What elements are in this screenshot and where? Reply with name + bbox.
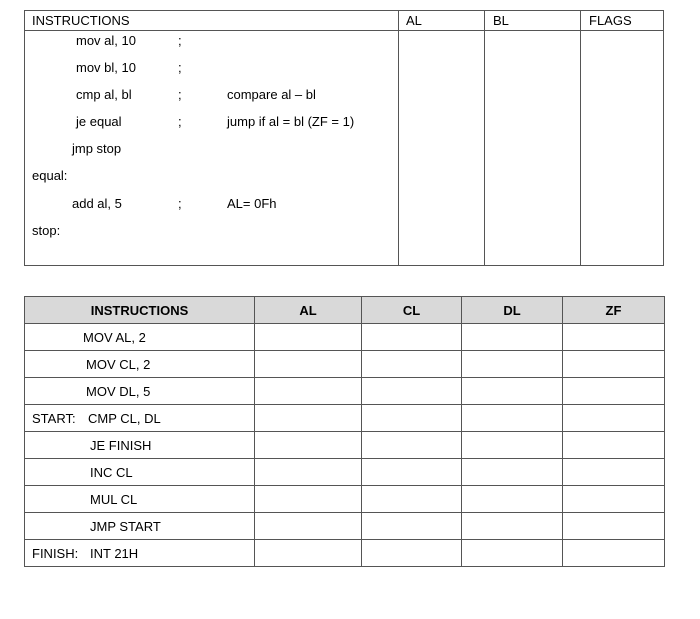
table1-divider-bl <box>484 11 485 265</box>
al-cell <box>255 324 362 351</box>
code-line: MUL CL <box>90 492 138 507</box>
table2-header-cl: CL <box>362 297 462 324</box>
comment-separator: ; <box>178 33 182 48</box>
dl-cell <box>462 378 563 405</box>
code-line: mov al, 10 <box>76 33 136 48</box>
table-row <box>25 459 665 486</box>
cl-cell <box>362 459 462 486</box>
code-line: INT 21H <box>90 546 139 561</box>
instruction-cell <box>25 405 255 432</box>
table1-divider-flags <box>580 11 581 265</box>
table-row <box>25 351 665 378</box>
cl-cell <box>362 540 462 567</box>
code-label: FINISH: <box>32 546 79 561</box>
comment-separator: ; <box>178 196 182 211</box>
code-comment: jump if al = bl (ZF = 1) <box>227 114 355 129</box>
zf-cell <box>563 432 665 459</box>
dl-cell <box>462 459 563 486</box>
table1-header-flags: FLAGS <box>589 13 632 28</box>
instruction-cell <box>25 486 255 513</box>
zf-cell <box>563 459 665 486</box>
table1-header-al: AL <box>406 13 422 28</box>
al-cell <box>255 432 362 459</box>
table2-header-instructions: INSTRUCTIONS <box>25 297 255 324</box>
zf-cell <box>563 486 665 513</box>
table2-header-row <box>25 297 665 324</box>
dl-cell <box>462 351 563 378</box>
code-comment: compare al – bl <box>227 87 316 102</box>
code-line: JMP START <box>90 519 161 534</box>
code-comment: AL= 0Fh <box>227 196 277 211</box>
instructions-table-1 <box>24 10 664 266</box>
dl-cell <box>462 540 563 567</box>
comment-separator: ; <box>178 87 182 102</box>
instruction-cell <box>25 378 255 405</box>
table-row <box>25 405 665 432</box>
table1-divider-al <box>398 11 399 265</box>
cl-cell <box>362 351 462 378</box>
table2-header-zf: ZF <box>563 297 665 324</box>
al-cell <box>255 486 362 513</box>
code-line: CMP CL, DL <box>88 411 161 426</box>
code-line: MOV AL, 2 <box>83 330 146 345</box>
al-cell <box>255 540 362 567</box>
dl-cell <box>462 486 563 513</box>
table-row <box>25 486 665 513</box>
table2-header-dl: DL <box>462 297 563 324</box>
code-line: add al, 5 <box>72 196 122 211</box>
instruction-cell <box>25 432 255 459</box>
dl-cell <box>462 513 563 540</box>
dl-cell <box>462 432 563 459</box>
zf-cell <box>563 378 665 405</box>
cl-cell <box>362 432 462 459</box>
table-row <box>25 324 665 351</box>
instruction-cell <box>25 351 255 378</box>
table2-header-al: AL <box>255 297 362 324</box>
al-cell <box>255 351 362 378</box>
comment-separator: ; <box>178 114 182 129</box>
table1-header-bl: BL <box>493 13 509 28</box>
dl-cell <box>462 405 563 432</box>
code-line: jmp stop <box>72 141 122 156</box>
code-label: START: <box>32 411 76 426</box>
cl-cell <box>362 513 462 540</box>
table-row <box>25 378 665 405</box>
al-cell <box>255 513 362 540</box>
code-label: stop: <box>32 223 61 238</box>
table-row <box>25 513 665 540</box>
zf-cell <box>563 324 665 351</box>
instruction-cell <box>25 324 255 351</box>
code-line: JE FINISH <box>90 438 152 453</box>
cl-cell <box>362 405 462 432</box>
instruction-cell <box>25 540 255 567</box>
code-line: mov bl, 10 <box>76 60 136 75</box>
zf-cell <box>563 540 665 567</box>
code-line: je equal <box>76 114 122 129</box>
al-cell <box>255 459 362 486</box>
cl-cell <box>362 324 462 351</box>
code-label: equal: <box>32 168 68 183</box>
al-cell <box>255 405 362 432</box>
code-line: INC CL <box>90 465 133 480</box>
code-line: MOV CL, 2 <box>86 357 151 372</box>
zf-cell <box>563 513 665 540</box>
cl-cell <box>362 486 462 513</box>
code-line: MOV DL, 5 <box>86 384 151 399</box>
table1-header-instructions: INSTRUCTIONS <box>32 13 130 28</box>
cl-cell <box>362 378 462 405</box>
comment-separator: ; <box>178 60 182 75</box>
code-line: cmp al, bl <box>76 87 132 102</box>
table-row <box>25 432 665 459</box>
zf-cell <box>563 405 665 432</box>
zf-cell <box>563 351 665 378</box>
instruction-cell <box>25 459 255 486</box>
table-row <box>25 540 665 567</box>
instructions-table-2 <box>24 296 665 567</box>
dl-cell <box>462 324 563 351</box>
instruction-cell <box>25 513 255 540</box>
al-cell <box>255 378 362 405</box>
